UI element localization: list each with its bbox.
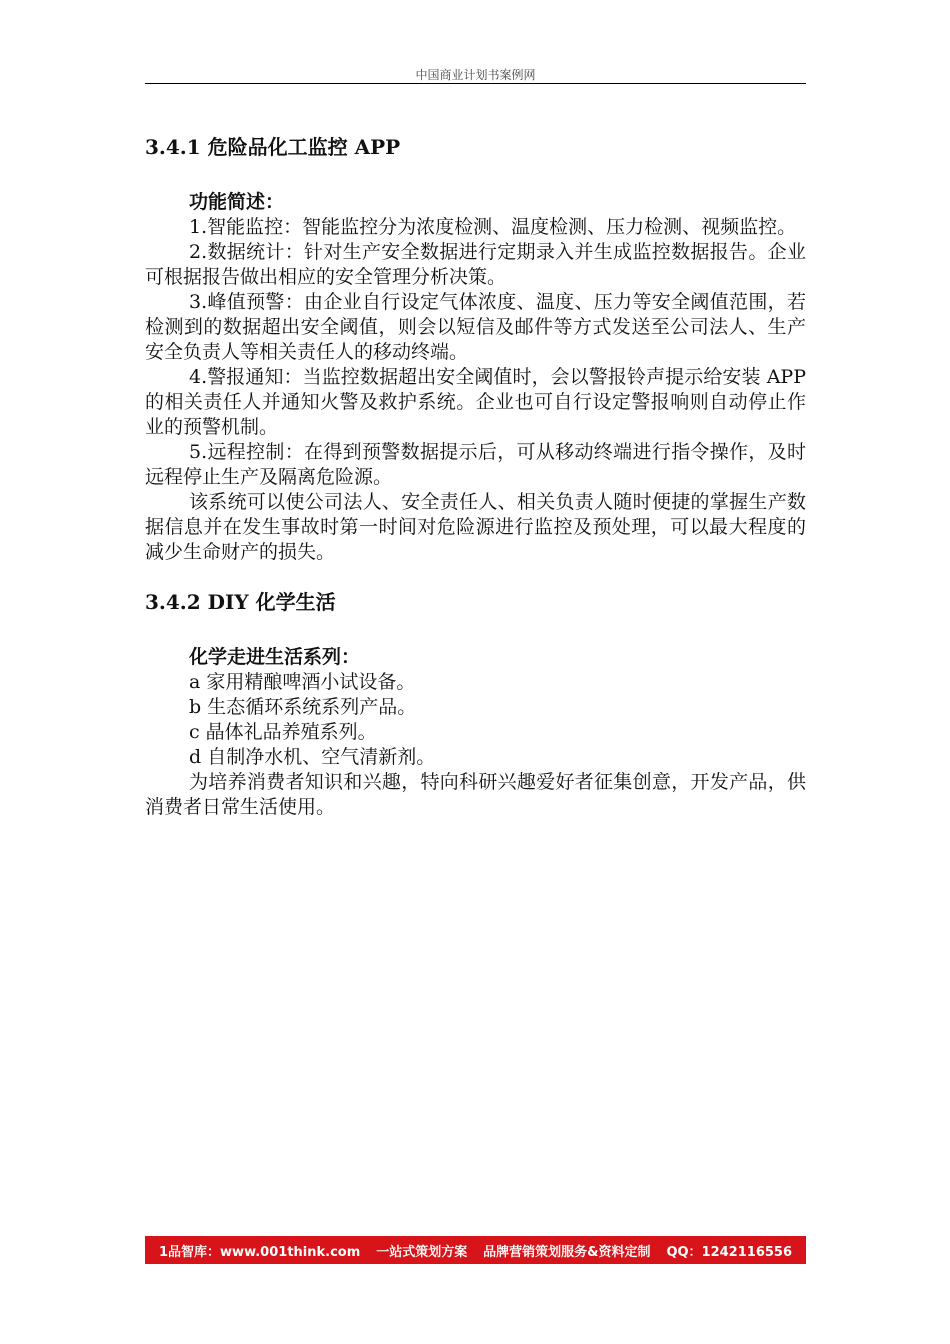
- list-item: c 晶体礼品养殖系列。: [189, 721, 377, 743]
- paragraph-data-statistics: 2.数据统计：针对生产安全数据进行定期录入并生成监控数据报告。企业可根据报告做出相应的安全管理分析决策。: [145, 241, 806, 288]
- subheading-function-summary: 功能简述：: [189, 191, 285, 213]
- subheading-chemistry-series: 化学走进生活系列：: [189, 646, 361, 668]
- footer-slogan-services: 品牌营销策划服务&资料定制: [483, 1244, 651, 1260]
- list-item: d 自制净水机、空气清新剂。: [189, 746, 436, 768]
- paragraph-peak-warning: 3.峰值预警：由企业自行设定气体浓度、温度、压力等安全阈值范围，若检测到的数据超出安全阈值，则会以短信及邮件等方式发送至公司法人、生产安全负责人等相关责任人的移动终端。: [145, 291, 806, 363]
- paragraph-alarm-notification: 4.警报通知：当监控数据超出安全阈值时，会以警报铃声提示给安装 APP 的相关责任人并通知火警及救护系统。企业也可自行设定警报响则自动停止作业的预警机制。: [145, 366, 806, 438]
- footer-banner: [145, 1236, 806, 1264]
- paragraph-remote-control: 5.远程控制：在得到预警数据提示后，可从移动终端进行指令操作，及时远程停止生产及隔离危险源。: [145, 441, 806, 488]
- list-item: a 家用精酿啤酒小试设备。: [189, 671, 416, 693]
- document-body: [145, 132, 806, 820]
- paragraph-system-summary: 该系统可以使公司法人、安全责任人、相关负责人随时便捷的掌握生产数据信息并在发生事故时第一时间对危险源进行监控及预处理，可以最大程度的减少生命财产的损失。: [145, 491, 806, 563]
- footer-qq: QQ：1242116556: [666, 1244, 792, 1260]
- section-heading-3-4-1: 3.4.1 危险品化工监控 APP: [145, 135, 401, 159]
- header-divider: [145, 83, 806, 84]
- section-heading-3-4-2: 3.4.2 DIY 化学生活: [145, 590, 336, 614]
- footer-slogan-one-stop: 一站式策划方案: [376, 1244, 468, 1260]
- paragraph-smart-monitoring: 1.智能监控：智能监控分为浓度检测、温度检测、压力检测、视频监控。: [189, 216, 797, 238]
- list-item: b 生态循环系统系列产品。: [189, 696, 417, 718]
- running-header: 中国商业计划书案例网: [415, 68, 536, 82]
- footer-site-link[interactable]: 1品智库：www.001think.com: [159, 1244, 361, 1260]
- paragraph-closing: 为培养消费者知识和兴趣，特向科研兴趣爱好者征集创意，开发产品，供消费者日常生活使用。: [145, 771, 806, 818]
